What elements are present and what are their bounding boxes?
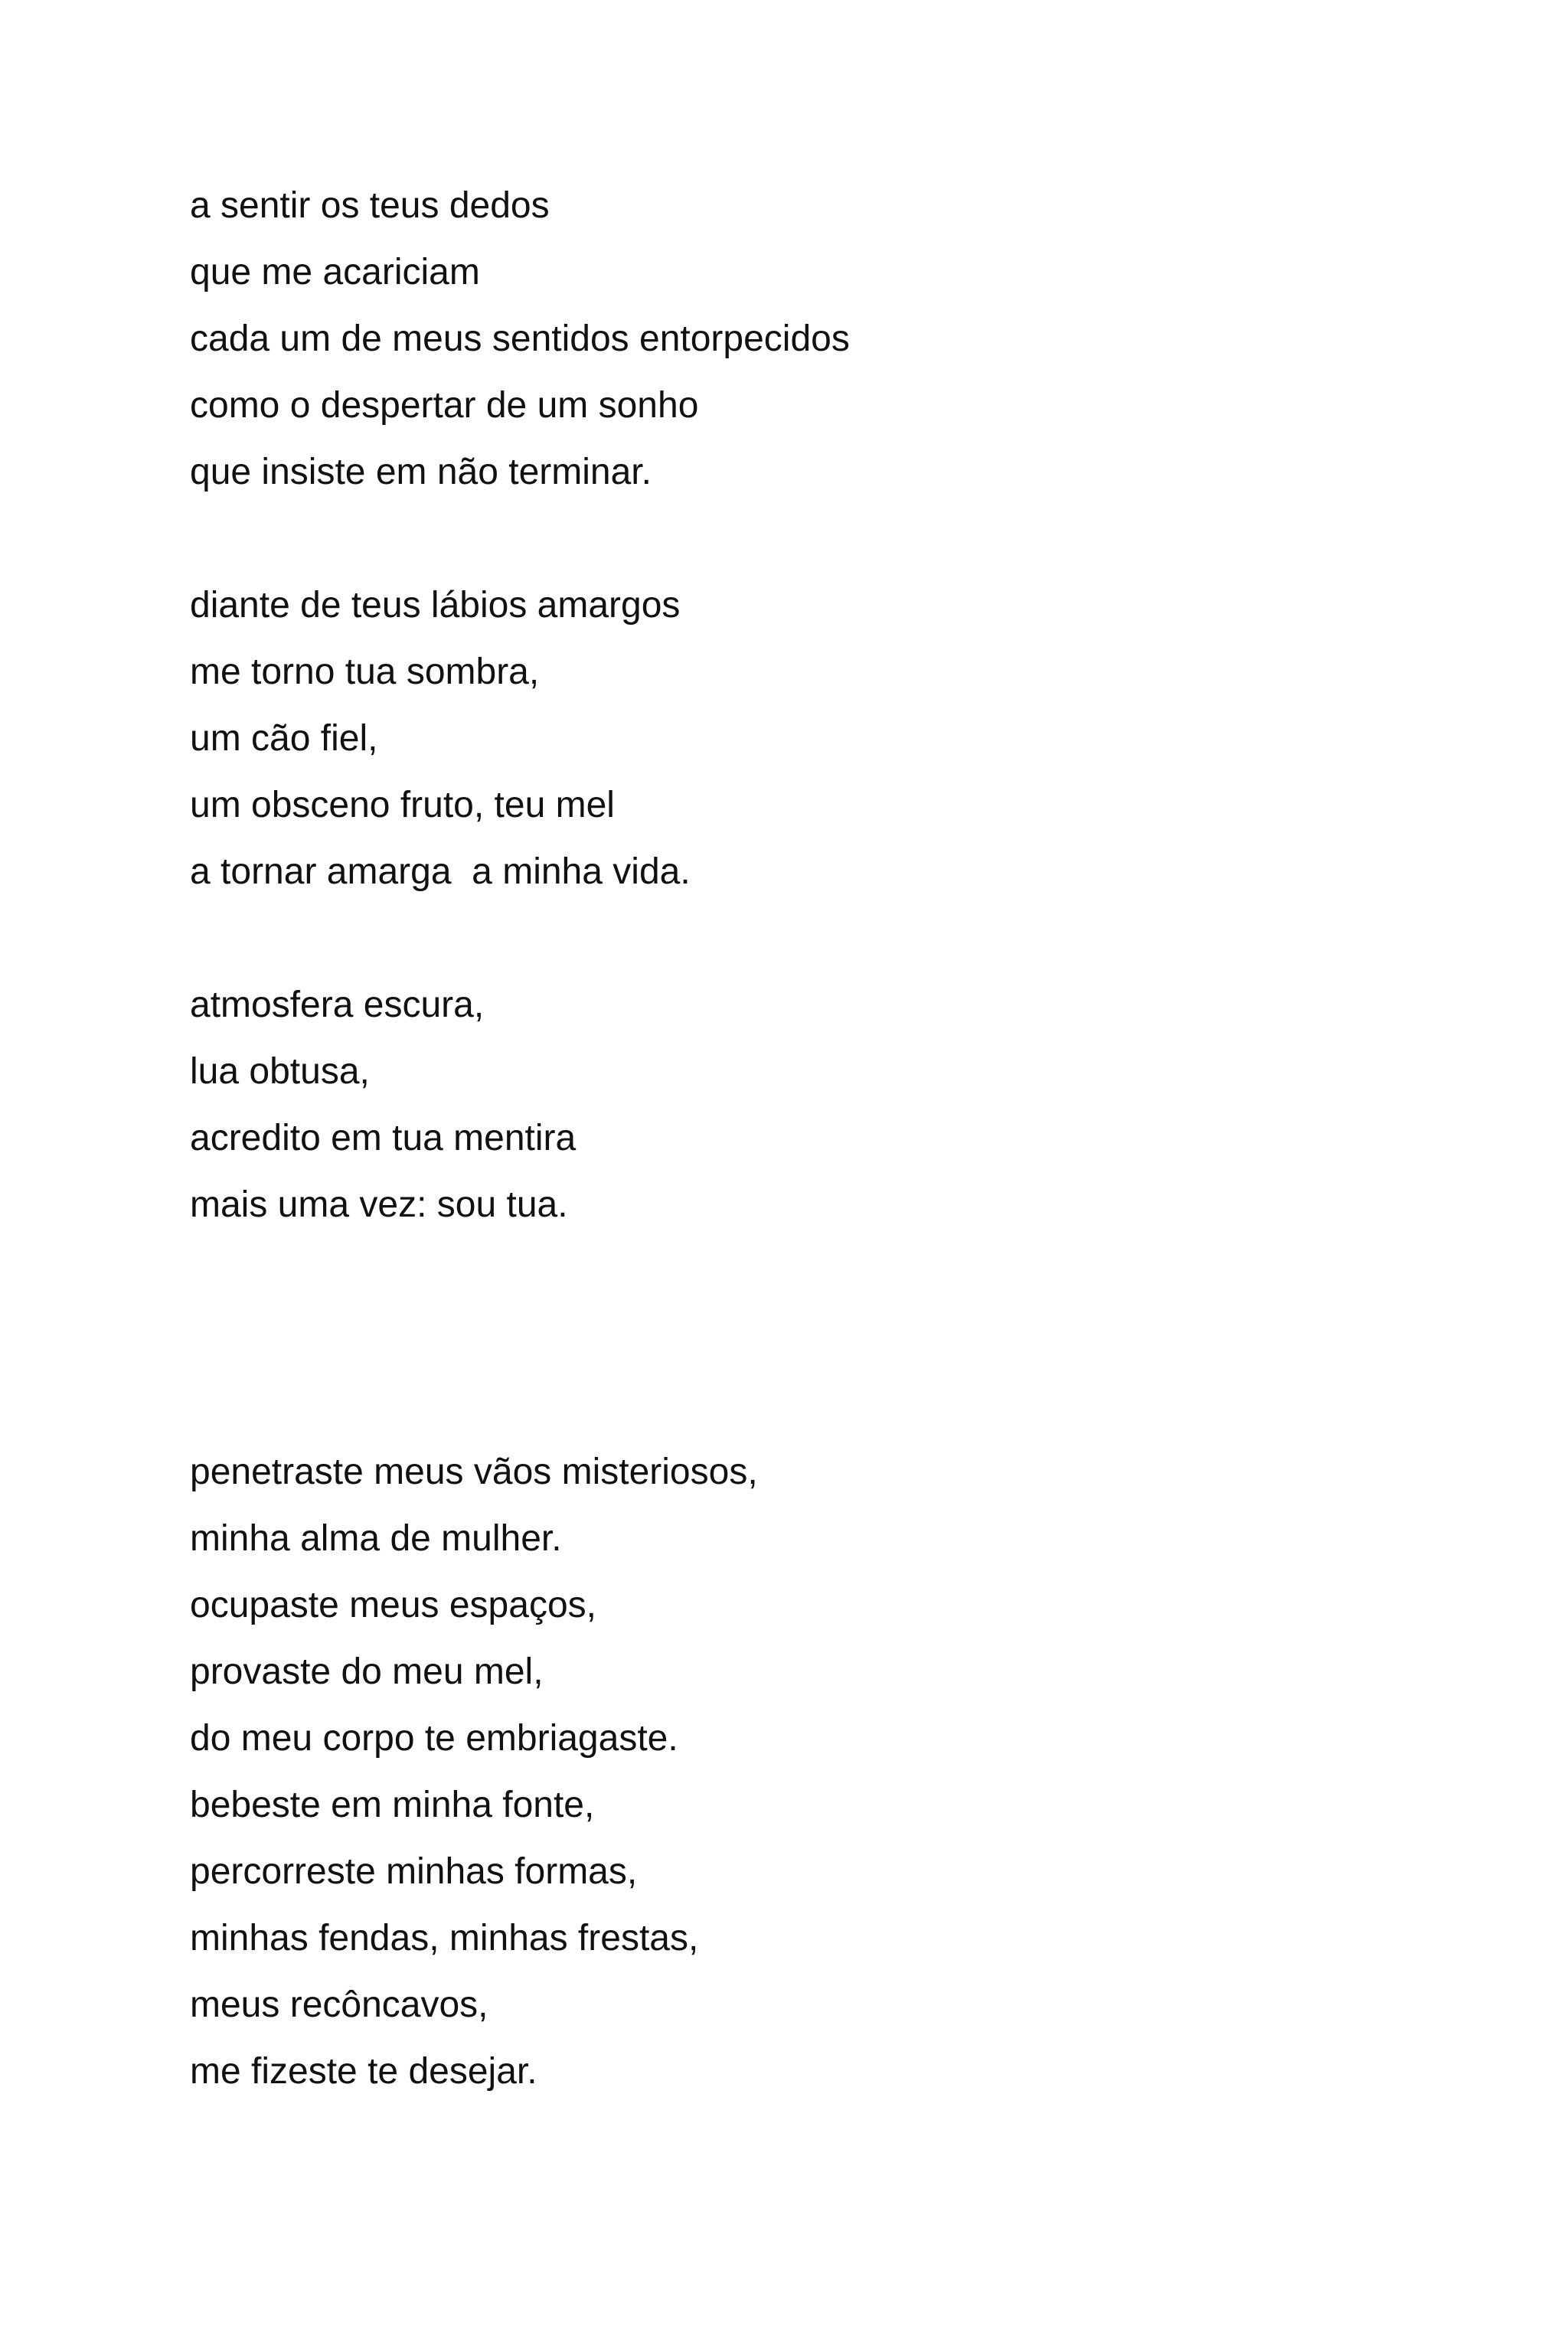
poem-line: que insiste em não terminar.	[190, 452, 652, 492]
poem-line: mais uma vez: sou tua.	[190, 1184, 568, 1225]
poem-line: lua obtusa,	[190, 1051, 370, 1092]
poem-line: atmosfera escura,	[190, 985, 485, 1025]
poem-line: minha alma de mulher.	[190, 1518, 562, 1559]
poem-line: bebeste em minha fonte,	[190, 1785, 595, 1825]
poem-line: penetraste meus vãos misteriosos,	[190, 1452, 758, 1492]
poem-line: ocupaste meus espaços,	[190, 1585, 596, 1625]
poem-line: como o despertar de um sonho	[190, 385, 699, 426]
poem-line: minhas fendas, minhas frestas,	[190, 1918, 699, 1958]
poem-line: um obsceno fruto, teu mel	[190, 785, 615, 825]
poem-line: me torno tua sombra,	[190, 652, 540, 692]
poem-line: percorreste minhas formas,	[190, 1851, 638, 1892]
poem-line: cada um de meus sentidos entorpecidos	[190, 318, 850, 359]
poem-line: acredito em tua mentira	[190, 1118, 577, 1158]
poem-line: do meu corpo te embriagaste.	[190, 1718, 678, 1759]
poem-line: meus recôncavos,	[190, 1984, 488, 2025]
poem-line: provaste do meu mel,	[190, 1651, 544, 1692]
poem-line: um cão fiel,	[190, 718, 378, 759]
poem-line: que me acariciam	[190, 252, 480, 292]
poem-line: a sentir os teus dedos	[190, 185, 550, 226]
poem-line: diante de teus lábios amargos	[190, 585, 681, 626]
poem-line: a tornar amarga a minha vida.	[190, 851, 691, 892]
poem-line: me fizeste te desejar.	[190, 2051, 537, 2092]
